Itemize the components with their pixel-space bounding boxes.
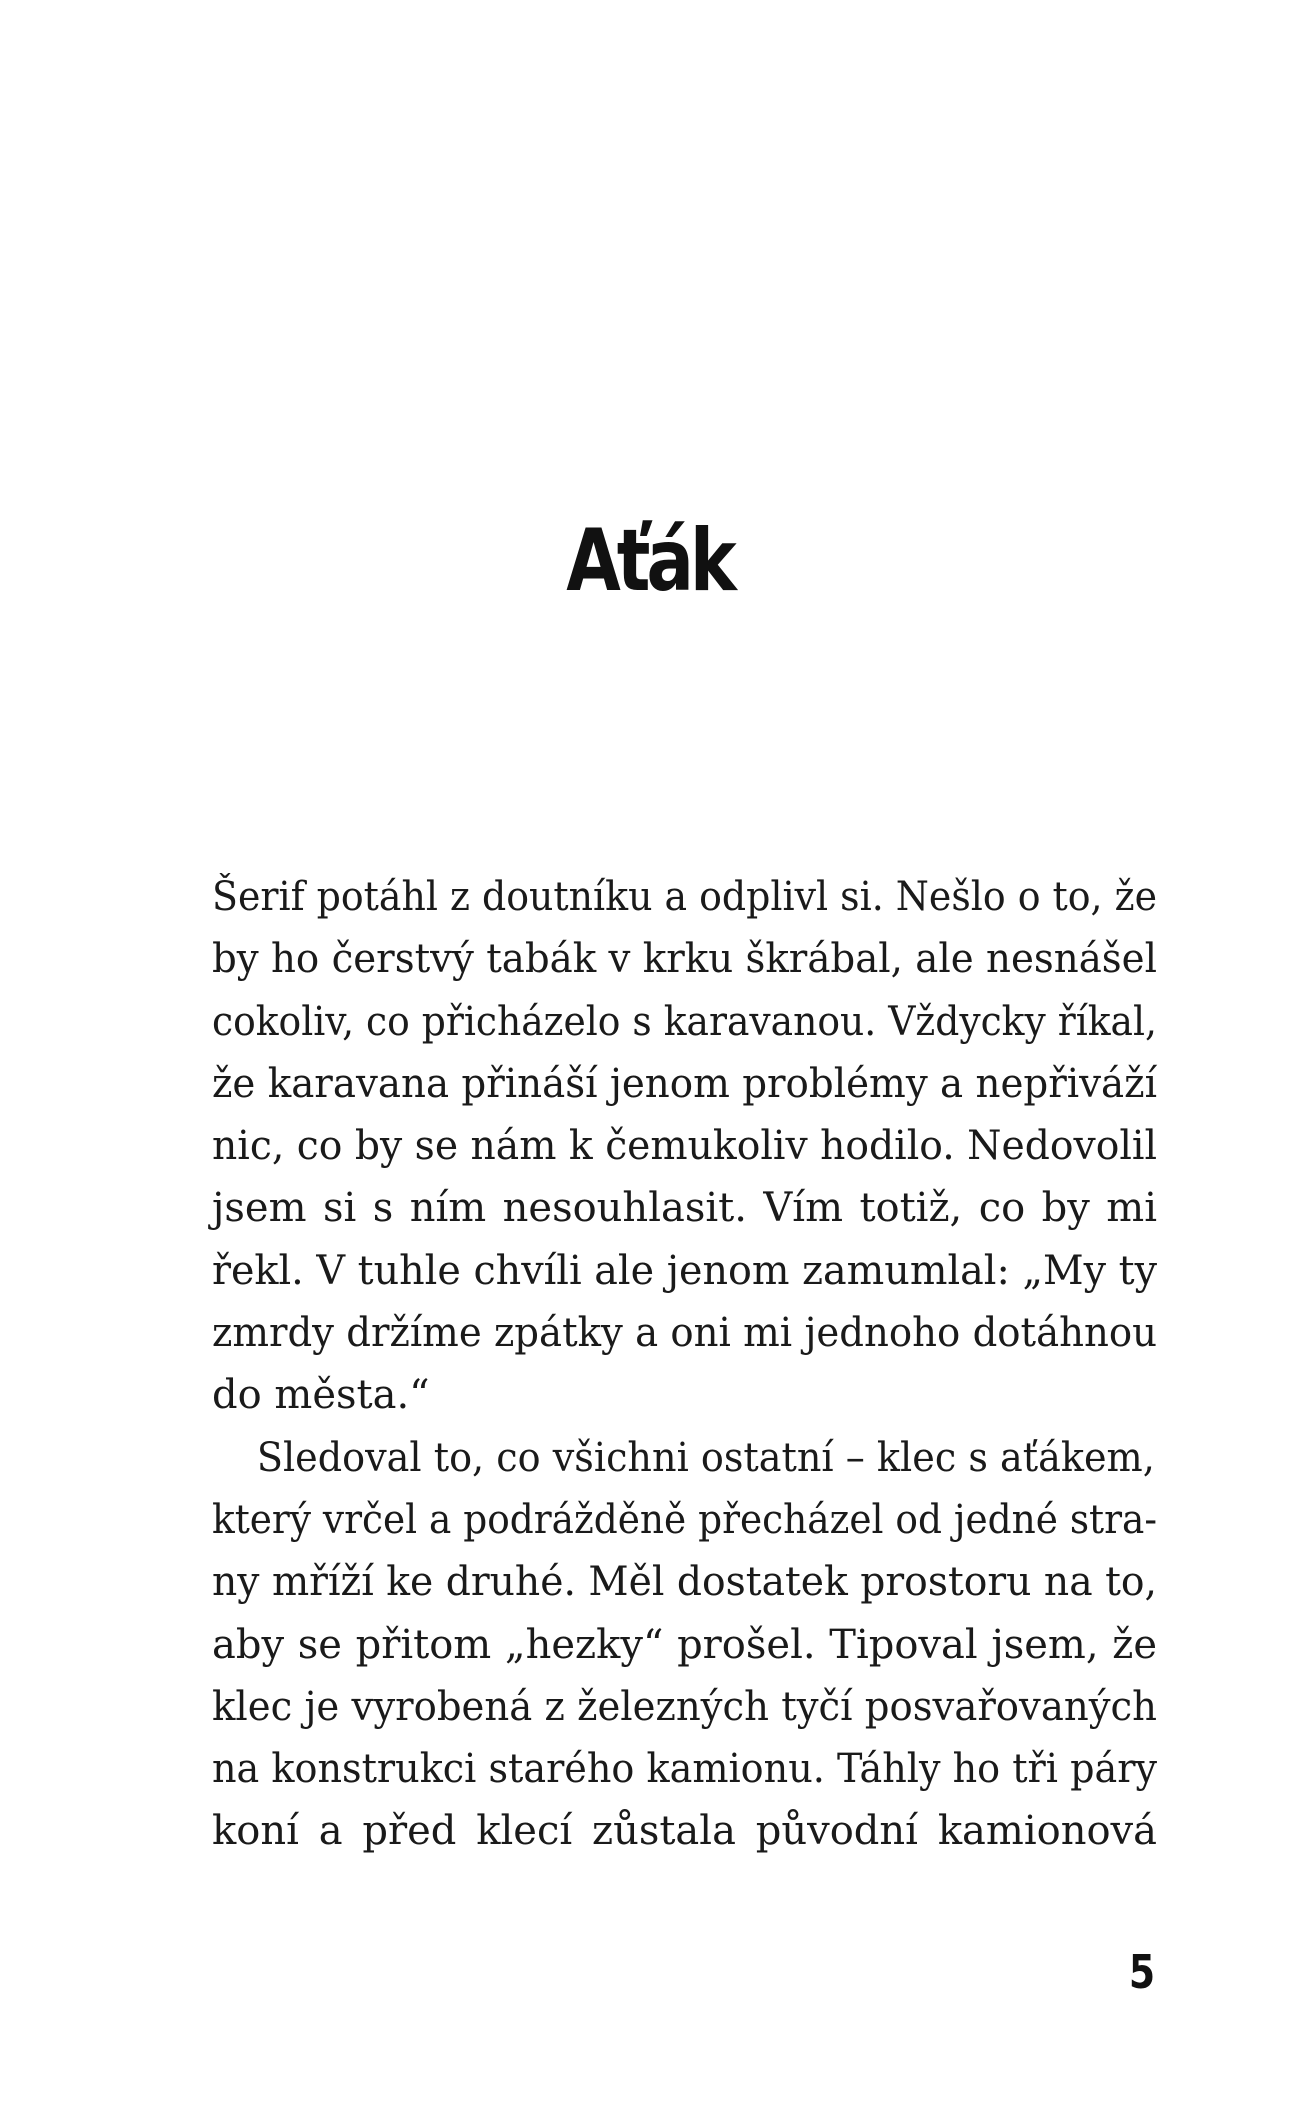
text-line: aby se přitom „hezky“ prošel. Tipoval jsem, že: [212, 1621, 1157, 1668]
text-line: do města.“: [212, 1372, 430, 1419]
body-text: [212, 866, 1157, 1863]
text-line: ny mříží ke druhé. Měl dostatek prostoru na to,: [212, 1559, 1157, 1606]
paragraph: [212, 866, 1157, 1427]
text-line: jsem si s ním nesouhlasit. Vím totiž, co by mi: [212, 1185, 1157, 1232]
text-line: který vrčel a podrážděně přecházel od jedné stra-: [212, 1496, 1157, 1543]
text-line: Sledoval to, co všichni ostatní – klec s aťákem,: [256, 1434, 1155, 1481]
text-line: řekl. V tuhle chvíli ale jenom zamumlal: „My ty: [212, 1247, 1157, 1294]
page-number: 5: [1128, 1945, 1156, 1999]
chapter-title: Aťák: [566, 511, 733, 611]
text-line: zmrdy držíme zpátky a oni mi jednoho dotáhnou: [212, 1310, 1157, 1357]
text-line: cokoliv, co přicházelo s karavanou. Vždycky říkal,: [212, 998, 1157, 1045]
paragraph: [212, 1427, 1157, 1863]
text-line: že karavana přináší jenom problémy a nepřiváží: [212, 1060, 1157, 1107]
text-line: Šerif potáhl z doutníku a odplivl si. Nešlo o to, že: [212, 874, 1157, 920]
text-line: nic, co by se nám k čemukoliv hodilo. Nedovolil: [212, 1123, 1157, 1170]
text-line: koní a před klecí zůstala původní kamionová: [212, 1808, 1157, 1855]
text-line: klec je vyrobená z železných tyčí posvařovaných: [212, 1683, 1157, 1730]
text-line: by ho čerstvý tabák v krku škrábal, ale nesnášel: [212, 936, 1157, 983]
text-line: na konstrukci starého kamionu. Táhly ho tři páry: [212, 1746, 1157, 1793]
